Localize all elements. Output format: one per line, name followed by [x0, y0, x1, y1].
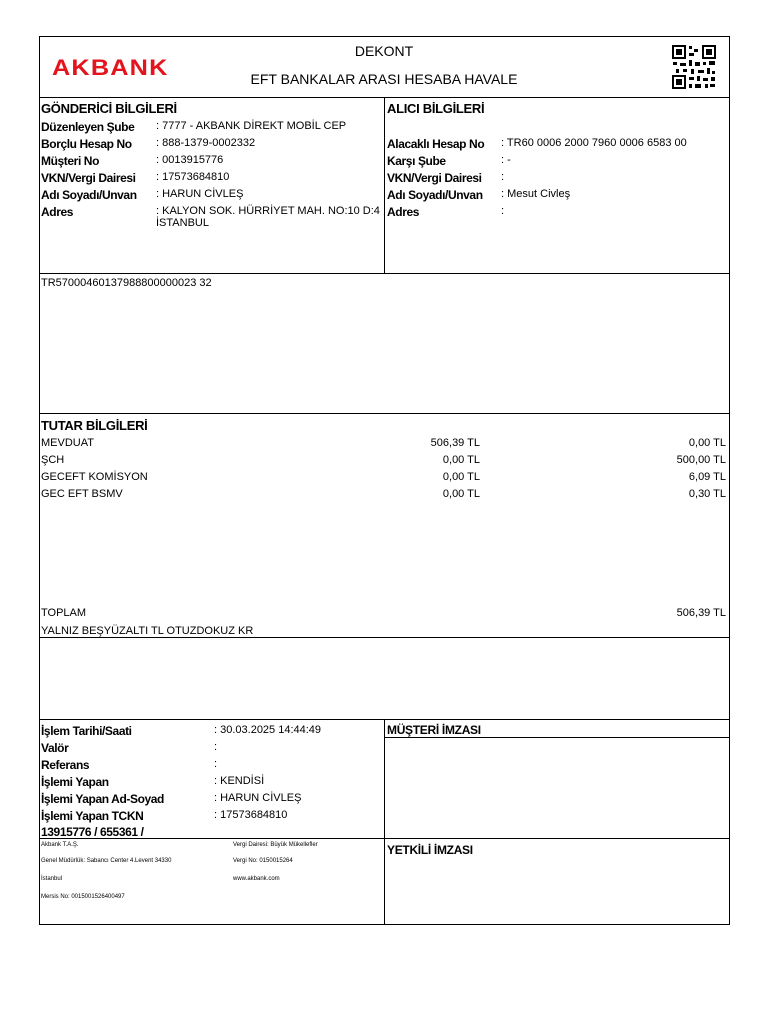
amount-row-col2: 6,09 TL [688, 471, 726, 483]
amounts-heading: TUTAR BİLGİLERİ [41, 418, 148, 433]
amount-row-col1: 0,00 TL [442, 454, 480, 466]
receiver-heading: ALICI BİLGİLERİ [387, 101, 485, 116]
receiver-value: : TR60 0006 2000 7960 0006 6583 00 [501, 137, 687, 149]
amount-row-col2: 0,00 TL [688, 437, 726, 449]
footer-left-line: Akbank T.A.Ş. [41, 842, 79, 848]
footer-right-line: Vergi Dairesi: Büyük Mükellefler [233, 842, 318, 848]
sender-label: Adı Soyadı/Unvan [41, 188, 137, 202]
receiver-label: Adres [387, 205, 420, 219]
transaction-description: TR57000460137988800000023 32 [41, 277, 212, 289]
transaction-value: : [214, 758, 218, 770]
sender-value: : 888-1379-0002332 [156, 137, 256, 149]
amount-row-col1: 0,00 TL [442, 471, 480, 483]
divider-authorized-signature [384, 838, 730, 839]
amount-row-col2: 0,30 TL [688, 488, 726, 500]
amount-row-col2: 500,00 TL [676, 454, 726, 466]
qr-code-icon [672, 45, 716, 89]
receiver-label: Karşı Şube [387, 154, 446, 168]
divider-amounts [39, 413, 730, 414]
sender-value: : KALYON SOK. HÜRRİYET MAH. NO:10 D:4 [156, 205, 380, 217]
divider-signatures [384, 719, 385, 925]
total-in-words: YALNIZ BEŞYÜZALTI TL OTUZDOKUZ KR [41, 625, 254, 637]
transaction-code: 13915776 / 655361 / [41, 825, 144, 839]
sender-address-line2: İSTANBUL [156, 217, 209, 229]
sender-label: Düzenleyen Şube [41, 120, 135, 134]
sender-value: : 17573684810 [156, 171, 230, 183]
receiver-value: : [501, 171, 505, 183]
divider-parties [384, 97, 385, 273]
receiver-label: Adı Soyadı/Unvan [387, 188, 483, 202]
footer-left-line: Mersis No: 0015001526400497 [41, 894, 125, 900]
sender-label: Adres [41, 205, 74, 219]
amount-row-name: GECEFT KOMİSYON [41, 471, 148, 483]
total-label: TOPLAM [41, 607, 87, 619]
receiver-label: Alacaklı Hesap No [387, 137, 485, 151]
divider-customer-signature [384, 737, 730, 738]
amount-row-col1: 0,00 TL [442, 488, 480, 500]
sender-label: Müşteri No [41, 154, 100, 168]
transaction-value: : 17573684810 [214, 809, 288, 821]
document-title: DEKONT [354, 43, 414, 59]
sender-label: Borçlu Hesap No [41, 137, 132, 151]
sender-value: : HARUN CİVLEŞ [156, 188, 244, 200]
footer-right-line: www.akbank.com [233, 876, 280, 882]
transaction-value: : KENDİSİ [214, 775, 265, 787]
footer-left-line: İstanbul [41, 876, 63, 882]
receiver-label: VKN/Vergi Dairesi [387, 171, 482, 185]
amount-row-name: GEC EFT BSMV [41, 488, 123, 500]
receiver-value: : Mesut Civleş [501, 188, 571, 200]
transaction-label: İşlemi Yapan [41, 775, 109, 789]
footer-right-line: Vergi No: 0150015264 [233, 858, 293, 864]
transaction-value: : HARUN CİVLEŞ [214, 792, 302, 804]
transaction-value: : [214, 741, 218, 753]
sender-heading: GÖNDERİCİ BİLGİLERİ [41, 101, 177, 116]
footer-left-line: Genel Müdürlük: Sabancı Center 4.Levent 34330 [41, 858, 172, 864]
akbank-logo: AKBANK [52, 55, 169, 80]
amount-row-col1: 506,39 TL [430, 437, 480, 449]
sender-value: : 0013915776 [156, 154, 224, 166]
transaction-label: İşlem Tarihi/Saati [41, 724, 132, 738]
divider-blank [39, 637, 730, 638]
amount-row-name: ŞCH [41, 454, 65, 466]
transaction-label: İşlemi Yapan TCKN [41, 809, 144, 823]
receiver-value: : [501, 205, 505, 217]
document-subtitle: EFT BANKALAR ARASI HESABA HAVALE [250, 71, 518, 87]
transaction-label: Valör [41, 741, 69, 755]
total-value: 506,39 TL [676, 607, 726, 619]
transaction-value: : 30.03.2025 14:44:49 [214, 724, 322, 736]
receiver-value: : - [501, 154, 511, 166]
customer-signature-label: MÜŞTERİ İMZASI [387, 723, 481, 737]
authorized-signature-label: YETKİLİ İMZASI [387, 843, 473, 857]
transaction-label: İşlemi Yapan Ad-Soyad [41, 792, 164, 806]
amount-row-name: MEVDUAT [41, 437, 94, 449]
sender-value: : 7777 - AKBANK DİREKT MOBİL CEP [156, 120, 347, 132]
transaction-label: Referans [41, 758, 90, 772]
sender-label: VKN/Vergi Dairesi [41, 171, 136, 185]
divider-description [39, 273, 730, 274]
